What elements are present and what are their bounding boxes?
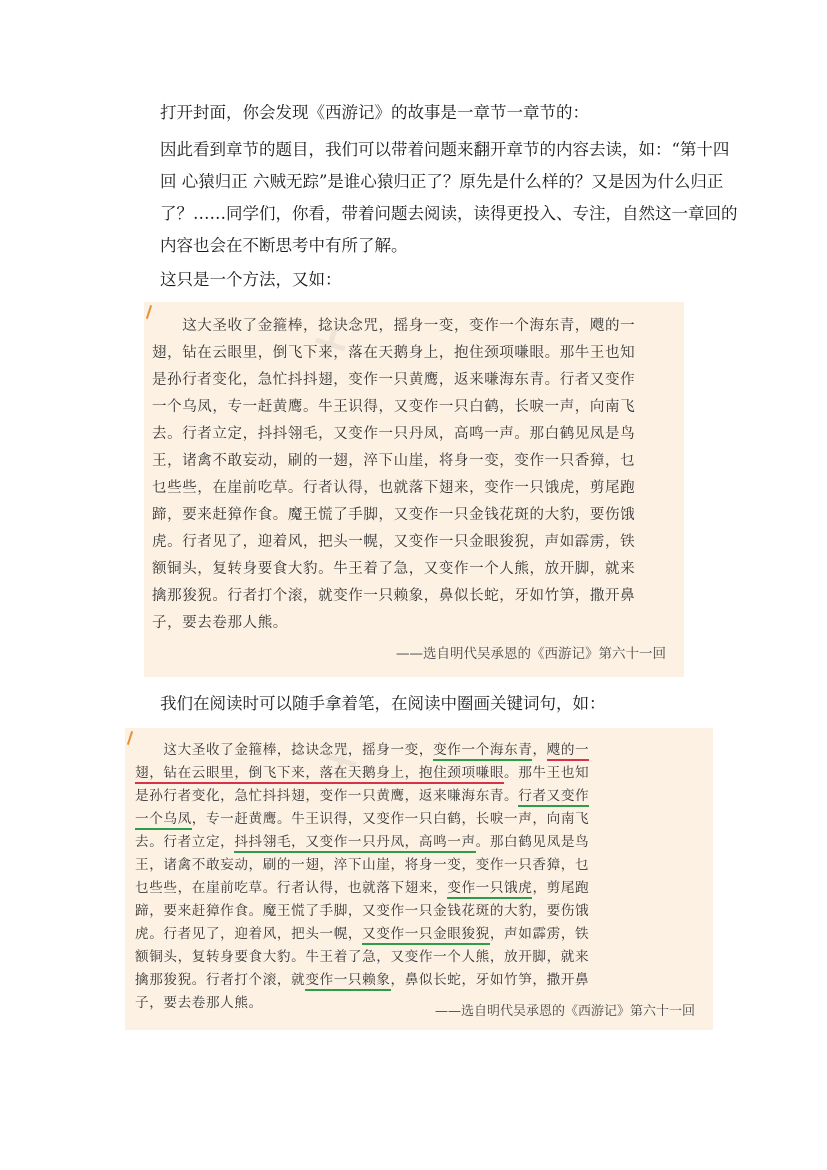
corner-mark-icon bbox=[127, 731, 133, 745]
highlight-red: 翅，钻在云眼里，倒飞下来，落在天鹅身上，抱住颈项嗛眼 bbox=[135, 765, 504, 784]
excerpt-line bbox=[135, 738, 589, 758]
text-span: 是孙行者变化，急忙抖抖翅，变作一只黄鹰，返来嗛海东青。 bbox=[135, 788, 519, 804]
excerpt-line: 翅，钻在云眼里，倒飞下来，落在天鹅身上，抱住颈项嗛眼。那牛王也知 bbox=[152, 345, 636, 361]
text-span: 。那白鹤见凤是鸟 bbox=[475, 834, 590, 850]
excerpt-line bbox=[135, 968, 589, 988]
highlight-green: 又变作一只金眼狻猊 bbox=[362, 926, 490, 945]
excerpt-line bbox=[135, 830, 589, 850]
excerpt-source: ——选自明代吴承恩的《西游记》第六十一回 bbox=[396, 646, 666, 662]
excerpt-line: 额铜头，复转身要食大豹。牛王着了急，又变作一个人熊，放开脚，就来 bbox=[135, 949, 590, 965]
excerpt-line: 子，要去卷那人熊。 bbox=[152, 615, 288, 631]
excerpt-line: 一个乌凤，专一赶黄鹰。牛王识得，又变作一只白鹤，长唳一声，向南飞 bbox=[152, 399, 636, 415]
excerpt-line bbox=[135, 922, 589, 942]
excerpt-box-plain bbox=[144, 302, 684, 677]
text-span: 这大圣收了金箍棒，捻诀念咒，摇身一变， bbox=[135, 742, 434, 758]
intro-line-4: 我们在阅读时可以随手拿着笔，在阅读中圈画关键词句，如： bbox=[160, 694, 606, 713]
excerpt-line bbox=[135, 876, 589, 896]
excerpt-line: 虎。行者见了，迎着风，把头一幌，又变作一只金眼狻猊，声如霹雳，铁 bbox=[152, 534, 636, 550]
text-span: ，声如霹雳，铁 bbox=[489, 926, 590, 942]
highlight-green: 抖抖翎毛，又变作一只丹凤，高鸣一声 bbox=[234, 834, 475, 853]
excerpt-line bbox=[135, 784, 589, 804]
excerpt-line: 额铜头，复转身要食大豹。牛王着了急，又变作一个人熊，放开脚，就来 bbox=[152, 561, 636, 577]
text-span: 虎。行者见了，迎着风，把头一幌， bbox=[135, 926, 363, 942]
excerpt-source: ——选自明代吴承恩的《西游记》第六十一回 bbox=[434, 1004, 695, 1019]
excerpt-box-annotated bbox=[125, 728, 713, 1030]
text-span: ，剪尾跑 bbox=[532, 880, 590, 896]
highlight-green: 一个乌凤 bbox=[135, 811, 192, 830]
excerpt-line: 子，要去卷那人熊。 bbox=[135, 995, 263, 1011]
excerpt-line: 蹄，要来赶獐作食。魔王慌了手脚，又变作一只金钱花斑的大豹，要伤饿 bbox=[152, 507, 636, 523]
intro-paragraph-2: 因此看到章节的题目，我们可以带着问题来翻开章节的内容去读，如：“第十四回 心猿归正 六贼无踪”是谁心猿归正了？原先是什么样的？又是因为什么归正了？……同学们，你看，带着问题去阅读，读得更投入、专注，自然这一章回的内容也会在不断思考中有所了解。 bbox=[160, 140, 738, 255]
excerpt-line: 乜些些，在崖前吃草。行者认得，也就落下翅来，变作一只饿虎，剪尾跑 bbox=[152, 480, 636, 496]
highlight-green: 变作一个海东青 bbox=[433, 742, 532, 761]
intro-line-1: 打开封面，你会发现《西游记》的故事是一章节一章节的： bbox=[160, 103, 589, 122]
text-span: 乜些些，在崖前吃草。行者认得，也就落下翅来， bbox=[135, 880, 448, 896]
text-span: 擒那狻猊。行者打个滚，就 bbox=[135, 972, 306, 988]
highlight-red: 飕的一 bbox=[547, 742, 590, 761]
excerpt-line: 王，诸禽不敢妄动，刷的一翅，淬下山崖，将身一变，变作一只香獐，乜 bbox=[152, 453, 636, 469]
excerpt-line: 是孙行者变化，急忙抖抖翅，变作一只黄鹰，返来嗛海东青。行者又变作 bbox=[152, 372, 636, 388]
watermark-icon: ✕ bbox=[315, 732, 368, 791]
highlight-green: 行者又变作 bbox=[518, 788, 589, 807]
excerpt-line bbox=[135, 761, 589, 781]
excerpt-line bbox=[135, 807, 589, 827]
excerpt-line: 擒那狻猊。行者打个滚，就变作一只赖象，鼻似长蛇，牙如竹笋，撒开鼻 bbox=[152, 588, 636, 604]
excerpt-line: 去。行者立定，抖抖翎毛，又变作一只丹凤，高鸣一声。那白鹤见凤是鸟 bbox=[152, 426, 636, 442]
watermark-icon: ✕ bbox=[304, 316, 357, 375]
text-span: ， bbox=[532, 742, 547, 758]
intro-line-3: 这只是一个方法，又如： bbox=[160, 270, 342, 289]
text-span: 去。行者立定， bbox=[135, 834, 235, 850]
text-span: 。那牛王也知 bbox=[504, 765, 590, 781]
highlight-green: 变作一只饿虎 bbox=[447, 880, 532, 899]
excerpt-line: 蹄，要来赶獐作食。魔王慌了手脚，又变作一只金钱花斑的大豹，要伤饿 bbox=[135, 903, 590, 919]
highlight-green: 变作一只赖象 bbox=[305, 972, 390, 991]
excerpt-line: 王，诸禽不敢妄动，刷的一翅，淬下山崖，将身一变，变作一只香獐，乜 bbox=[135, 857, 590, 873]
text-span: ，专一赶黄鹰。牛王识得，又变作一只白鹤，长唳一声，向南飞 bbox=[191, 811, 590, 827]
text-span: ，鼻似长蛇，牙如竹笋，撒开鼻 bbox=[390, 972, 590, 988]
excerpt-line: 这大圣收了金箍棒，捻诀念咒，摇身一变，变作一个海东青，飕的一 bbox=[152, 318, 636, 334]
